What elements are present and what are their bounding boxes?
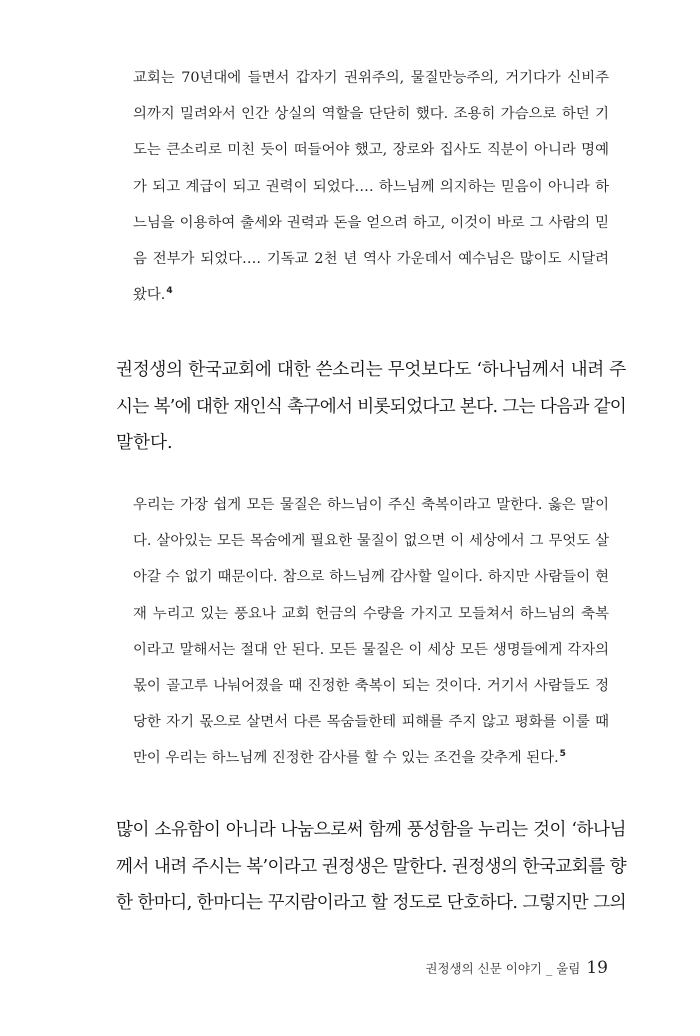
- footnote-marker[interactable]: 4: [166, 286, 173, 297]
- block-quote-2: [133, 487, 609, 777]
- body-paragraph-1: [116, 352, 626, 462]
- quote-2-line: 다. 살아있는 모든 목숨에게 필요한 물질이 없으면 이 세상에서 그 무엇도 살: [133, 533, 609, 550]
- paragraph-2-line: 많이 소유함이 아니라 나눔으로써 함께 풍성함을 누리는 것이 ‘하나님: [116, 820, 626, 840]
- paragraph-1-line: 시는 복’에 대한 재인식 촉구에서 비롯되었다고 본다. 그는 다음과 같이: [116, 396, 627, 417]
- paragraph-2-line: 한 한마디, 한마디는 꾸지람이라고 할 정도로 단호하다. 그렇지만 그의: [116, 893, 626, 914]
- quote-1-line: 교회는 70년대에 들면서 갑자기 권위주의, 물질만능주의, 거기다가 신비주: [133, 70, 609, 86]
- quote-1-line: 음 전부가 되었다…. 기독교 2천 년 역사 가운데서 예수님은 많이도 시달려: [133, 251, 609, 268]
- quote-1-line: 느님을 이용하여 출세와 권력과 돈을 얻으려 하고, 이것이 바로 그 사람의 믿: [133, 214, 609, 231]
- quote-1-line: 왔다.: [133, 287, 166, 304]
- quote-2-line: 아갈 수 없기 때문이다. 참으로 하느님께 감사할 일이다. 하지만 사람들이 현: [133, 569, 609, 586]
- paragraph-1-line: 말한다.: [116, 433, 173, 454]
- quote-2-line: 몫이 골고루 나눠어졌을 때 진정한 축복이 되는 것이다. 거기서 사람들도 정: [133, 678, 609, 695]
- body-paragraph-2: [116, 812, 626, 922]
- page-footer: [425, 958, 608, 978]
- quote-2-line: 이라고 말해서는 절대 안 된다. 모든 물질은 이 세상 모든 생명들에게 각자의: [133, 641, 609, 658]
- quote-1-line: 도는 큰소리로 미친 듯이 떠들어야 했고, 장로와 집사도 직분이 아니라 명예: [133, 142, 609, 159]
- page-number: 19: [586, 958, 608, 978]
- quote-2-line: 재 누리고 있는 풍요나 교회 헌금의 수량을 가지고 모들쳐서 하느님의 축복: [133, 605, 609, 622]
- block-quote-1: [133, 60, 609, 313]
- quote-2-line: 만이 우리는 하느님께 진정한 감사를 할 수 있는 조건을 갖추게 된다.: [133, 750, 559, 767]
- quote-1-last-line: [133, 277, 609, 313]
- quote-1-line: 의까지 밀려와서 인간 상실의 역할을 단단히 했다. 조용히 가슴으로 하던 기: [133, 106, 609, 123]
- quote-2-line: 당한 자기 몫으로 살면서 다른 목숨들한테 피해를 주지 않고 평화를 이룰 때: [133, 714, 609, 731]
- quote-2-line: 우리는 가장 쉽게 모든 물질은 하느님이 주신 축복이라고 말한다. 옳은 말이: [133, 497, 609, 513]
- paragraph-2-line: 께서 내려 주시는 복’이라고 권정생은 말한다. 권정생의 한국교회를 향: [116, 856, 626, 877]
- footnote-marker[interactable]: 5: [559, 749, 566, 760]
- quote-1-line: 가 되고 계급이 되고 권력이 되었다…. 하느님께 의지하는 믿음이 아니라 하: [133, 178, 609, 195]
- quote-2-last-line: [133, 740, 609, 776]
- paragraph-1-line: 권정생의 한국교회에 대한 쓴소리는 무엇보다도 ‘하나님께서 내려 주: [116, 360, 626, 380]
- running-title: 권정생의 신문 이야기 _ 울림: [425, 961, 581, 976]
